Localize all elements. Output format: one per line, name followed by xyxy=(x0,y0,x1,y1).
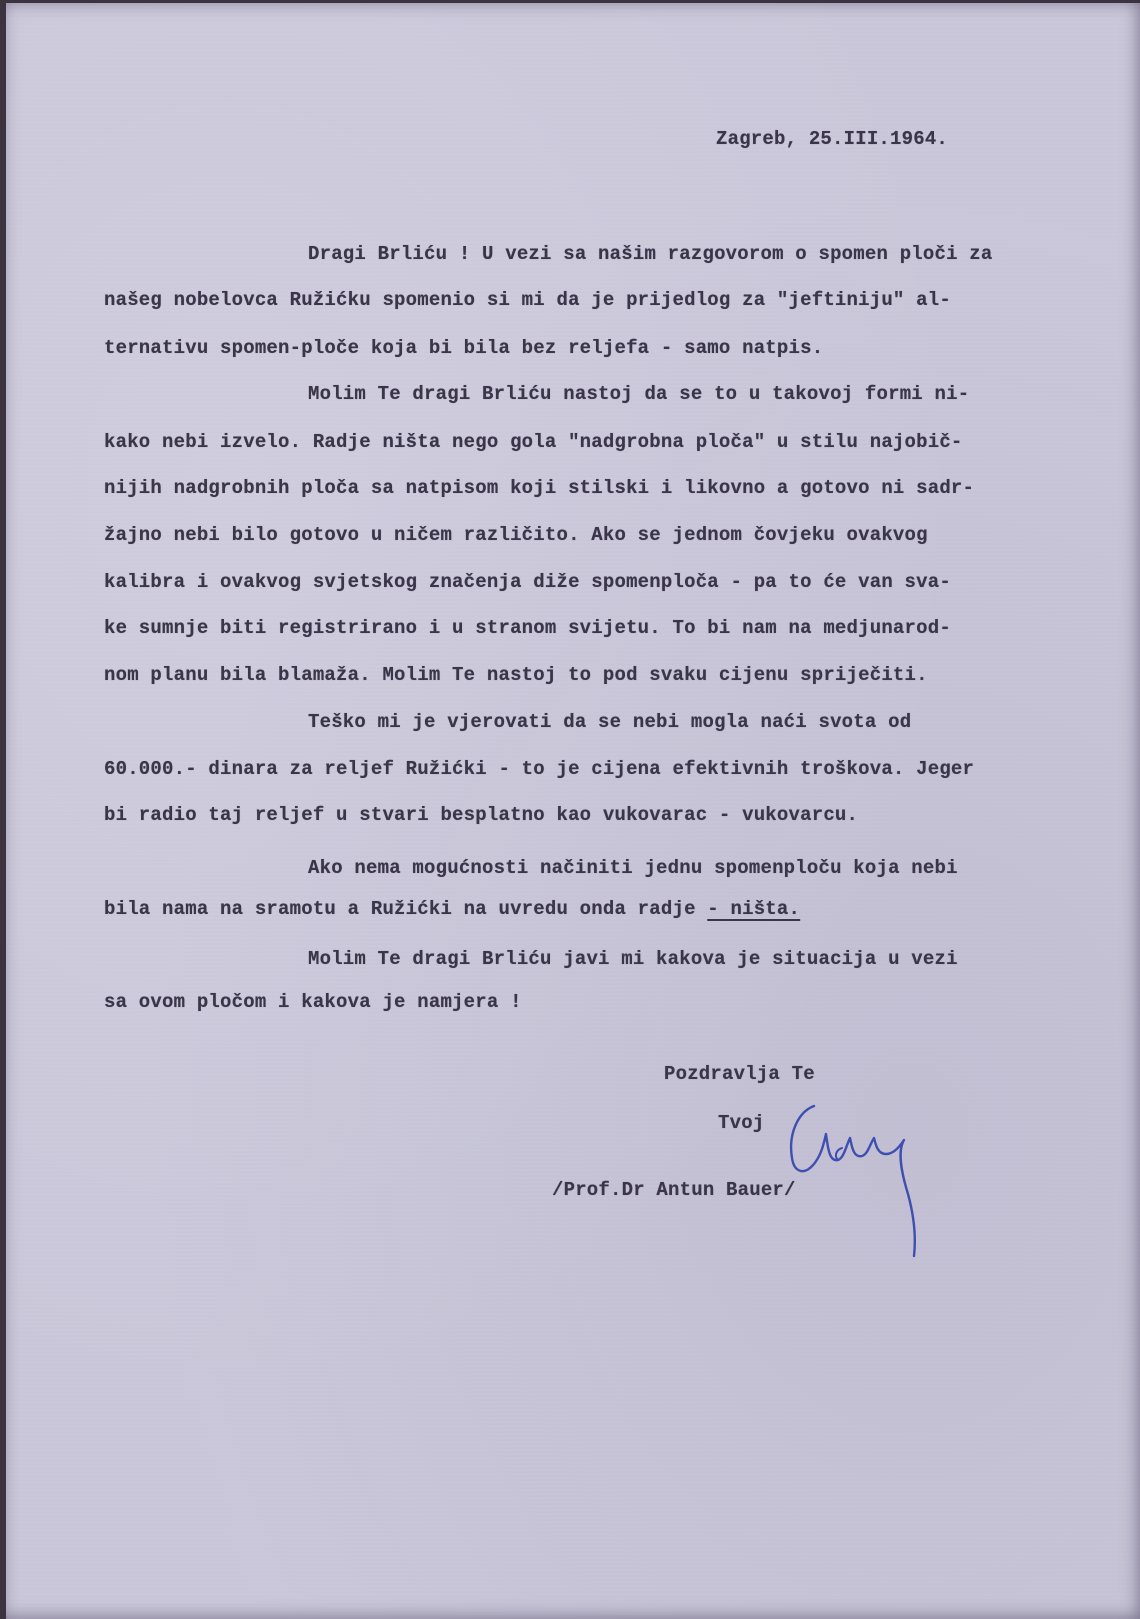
emphasis-nista: - ništa. xyxy=(707,898,801,920)
paragraph-3-line-2: 60.000.- dinara za reljef Ružićki - to je cijena efektivnih troškova. Jeger xyxy=(104,758,975,780)
paragraph-2-line-7: nom planu bila blamaža. Molim Te nastoj to pod svaku cijenu spriječiti. xyxy=(104,664,928,686)
paragraph-4-line-2-text: bila nama na sramotu a Ružićki na uvredu onda radje xyxy=(104,898,708,920)
paragraph-2-line-2: kako nebi izvelo. Radje ništa nego gola "nadgrobna ploča" u stilu najobič- xyxy=(104,431,963,453)
paragraph-2-line-5: kalibra i ovakvog svjetskog značenja diže spomenploča - pa to će van sva- xyxy=(104,571,951,593)
closing-tvoj: Tvoj xyxy=(718,1112,765,1134)
page-edge-left xyxy=(0,0,6,1619)
letter-date: Zagreb, 25.III.1964. xyxy=(716,128,949,150)
paragraph-5-line-2: sa ovom pločom i kakova je namjera ! xyxy=(104,991,522,1013)
page-edge-top xyxy=(0,0,1140,3)
paragraph-1-line-1: Dragi Brliću ! U vezi sa našim razgovorom o spomen ploči za xyxy=(308,243,993,265)
paragraph-3-line-1: Teško mi je vjerovati da se nebi mogla naći svota od xyxy=(308,711,912,733)
closing-greeting: Pozdravlja Te xyxy=(664,1063,815,1085)
paragraph-1-line-2: našeg nobelovca Ružićku spomenio si mi da je prijedlog za "jeftiniju" al- xyxy=(104,289,951,311)
paragraph-2-line-1: Molim Te dragi Brliću nastoj da se to u takovoj formi ni- xyxy=(308,383,970,405)
paragraph-4-line-1: Ako nema mogućnosti načiniti jednu spomenploču koja nebi xyxy=(308,857,958,879)
paragraph-2-line-3: nijih nadgrobnih ploča sa natpisom koji stilski i likovno a gotovo ni sadr- xyxy=(104,477,975,499)
paragraph-2-line-4: žajno nebi bilo gotovo u ničem različito. Ako se jednom čovjeku ovakvog xyxy=(104,524,928,546)
handwritten-signature xyxy=(780,1098,940,1258)
signatory-name: /Prof.Dr Antun Bauer/ xyxy=(552,1179,796,1201)
paragraph-2-line-6: ke sumnje biti registrirano i u stranom svijetu. To bi nam na medjunarod- xyxy=(104,617,951,639)
paragraph-1-line-3: ternativu spomen-ploče koja bi bila bez reljefa - samo natpis. xyxy=(104,337,824,359)
paragraph-5-line-1: Molim Te dragi Brliću javi mi kakova je situacija u vezi xyxy=(308,948,958,970)
paragraph-3-line-3: bi radio taj reljef u stvari besplatno kao vukovarac - vukovarcu. xyxy=(104,804,859,826)
paragraph-4-line-2 xyxy=(104,898,800,920)
